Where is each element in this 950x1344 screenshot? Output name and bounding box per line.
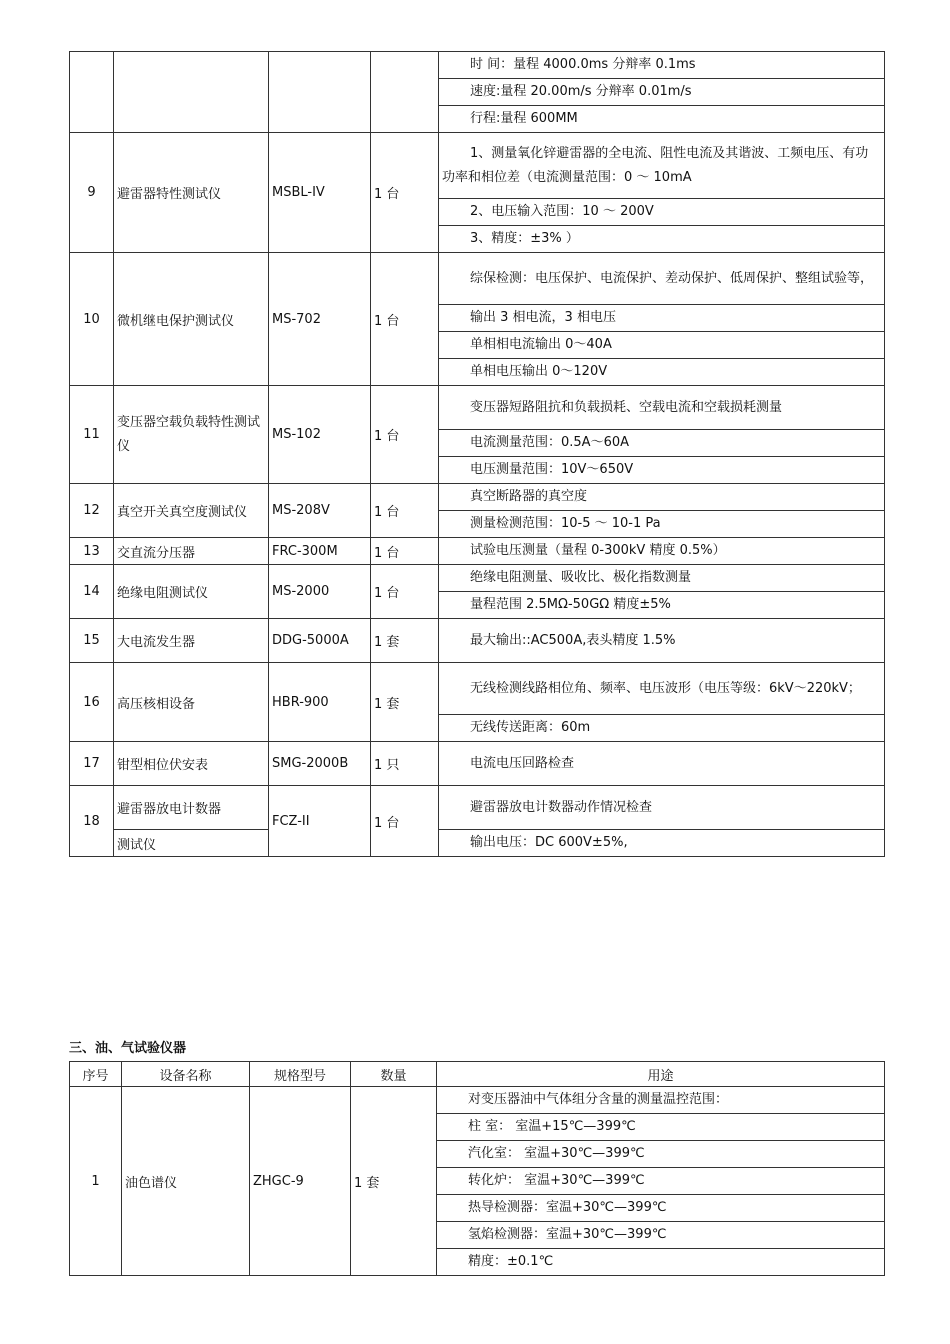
equipment-model (269, 52, 371, 133)
usage-line: 综保检测：电压保护、电流保护、差动保护、低周保护、整组试验等， (439, 253, 885, 305)
usage-line: 精度：±0.1℃ (437, 1249, 885, 1276)
usage-line: 最大输出::AC500A,表头精度 1.5% (439, 619, 885, 663)
usage-line: 无线传送距离：60m (439, 715, 885, 742)
section-title: 三、油、气试验仪器 (69, 1041, 187, 1056)
row-number: 1 (70, 1087, 122, 1276)
usage-line: 输出 3 相电流，3 相电压 (439, 305, 885, 332)
equipment-name-continued: 测试仪 (114, 830, 269, 857)
equipment-qty: 1 台 (371, 565, 439, 619)
usage-line: 量程范围 2.5MΩ-50GΩ 精度±5% (439, 592, 885, 619)
equipment-name: 避雷器特性测试仪 (114, 133, 269, 253)
equipment-name: 绝缘电阻测试仪 (114, 565, 269, 619)
usage-line: 绝缘电阻测量、吸收比、极化指数测量 (439, 565, 885, 592)
equipment-qty: 1 台 (371, 538, 439, 565)
usage-line: 测量检测范围：10-5 ～ 10-1 Pa (439, 511, 885, 538)
equipment-qty: 1 台 (371, 253, 439, 386)
equipment-name: 避雷器放电计数器 (114, 786, 269, 830)
oil-gas-table (69, 1061, 885, 1276)
row-number: 9 (70, 133, 114, 253)
usage-line: 热导检测器：室温+30℃—399℃ (437, 1195, 885, 1222)
table-row (70, 1087, 885, 1114)
usage-line: 汽化室： 室温+30℃—399℃ (437, 1141, 885, 1168)
header-qty: 数量 (351, 1062, 437, 1087)
usage-line: 行程:量程 600MM (439, 106, 885, 133)
equipment-model: DDG-5000A (269, 619, 371, 663)
equipment-model: ZHGC-9 (250, 1087, 351, 1276)
table-row (70, 663, 885, 715)
equipment-qty: 1 只 (371, 742, 439, 786)
equipment-model: MS-208V (269, 484, 371, 538)
equipment-name: 高压核相设备 (114, 663, 269, 742)
usage-line: 试验电压测量（量程 0-300kV 精度 0.5%） (439, 538, 885, 565)
equipment-name: 大电流发生器 (114, 619, 269, 663)
equipment-qty: 1 台 (371, 484, 439, 538)
equipment-model: MS-102 (269, 386, 371, 484)
equipment-model: HBR-900 (269, 663, 371, 742)
row-number (70, 52, 114, 133)
row-number: 12 (70, 484, 114, 538)
usage-line: 电流电压回路检查 (439, 742, 885, 786)
usage-line: 真空断路器的真空度 (439, 484, 885, 511)
equipment-table (69, 51, 885, 857)
table-row (70, 253, 885, 305)
equipment-name (114, 52, 269, 133)
table-row (70, 52, 885, 79)
table-row (70, 133, 885, 199)
usage-line: 速度:量程 20.00m/s 分辩率 0.01m/s (439, 79, 885, 106)
table-row (70, 619, 885, 663)
table-row (70, 742, 885, 786)
table-row (70, 786, 885, 830)
equipment-model: MS-2000 (269, 565, 371, 619)
row-number: 14 (70, 565, 114, 619)
table-row (70, 386, 885, 430)
table-header (70, 1062, 885, 1087)
equipment-name: 变压器空载负载特性测试仪 (114, 386, 269, 484)
row-number: 13 (70, 538, 114, 565)
equipment-name: 微机继电保护测试仪 (114, 253, 269, 386)
row-number: 10 (70, 253, 114, 386)
header-usage: 用途 (437, 1062, 885, 1087)
row-number: 15 (70, 619, 114, 663)
equipment-model: FCZ-II (269, 786, 371, 857)
table-row (70, 565, 885, 592)
equipment-qty: 1 台 (371, 386, 439, 484)
equipment-qty: 1 套 (371, 619, 439, 663)
equipment-qty: 1 台 (371, 786, 439, 857)
row-number: 16 (70, 663, 114, 742)
usage-line: 2、电压输入范围：10 ～ 200V (439, 199, 885, 226)
equipment-name: 交直流分压器 (114, 538, 269, 565)
equipment-model: MSBL-IV (269, 133, 371, 253)
usage-line: 1、测量氧化锌避雷器的全电流、阻性电流及其谐波、工频电压、有功功率和相位差（电流测量范围：0 ～ 10mA (439, 133, 885, 199)
usage-line: 转化炉： 室温+30℃—399℃ (437, 1168, 885, 1195)
equipment-model: SMG-2000B (269, 742, 371, 786)
usage-line: 时 间：量程 4000.0ms 分辩率 0.1ms (439, 52, 885, 79)
usage-line: 3、精度：±3% ） (439, 226, 885, 253)
table-row (70, 484, 885, 511)
header-no: 序号 (70, 1062, 122, 1087)
header-name: 设备名称 (122, 1062, 250, 1087)
usage-line: 电流测量范围：0.5A～60A (439, 430, 885, 457)
usage-line: 对变压器油中气体组分含量的测量温控范围： (437, 1087, 885, 1114)
equipment-name: 钳型相位伏安表 (114, 742, 269, 786)
row-number: 18 (70, 786, 114, 857)
equipment-qty: 1 套 (351, 1087, 437, 1276)
equipment-name: 真空开关真空度测试仪 (114, 484, 269, 538)
usage-line: 氢焰检测器：室温+30℃—399℃ (437, 1222, 885, 1249)
row-number: 11 (70, 386, 114, 484)
equipment-model: MS-702 (269, 253, 371, 386)
usage-line: 电压测量范围：10V～650V (439, 457, 885, 484)
row-number: 17 (70, 742, 114, 786)
header-model: 规格型号 (250, 1062, 351, 1087)
usage-line: 变压器短路阻抗和负载损耗、空载电流和空载损耗测量 (439, 386, 885, 430)
table-row (70, 538, 885, 565)
equipment-qty (371, 52, 439, 133)
usage-line: 单相电压输出 0～120V (439, 359, 885, 386)
equipment-name: 油色谱仪 (122, 1087, 250, 1276)
equipment-model: FRC-300M (269, 538, 371, 565)
usage-line: 无线检测线路相位角、频率、电压波形（电压等级：6kV～220kV； (439, 663, 885, 715)
usage-line: 单相相电流输出 0～40A (439, 332, 885, 359)
equipment-qty: 1 套 (371, 663, 439, 742)
usage-line: 避雷器放电计数器动作情况检查 (439, 786, 885, 830)
equipment-qty: 1 台 (371, 133, 439, 253)
usage-line: 柱 室： 室温+15℃—399℃ (437, 1114, 885, 1141)
usage-line: 输出电压：DC 600V±5%, (439, 830, 885, 857)
